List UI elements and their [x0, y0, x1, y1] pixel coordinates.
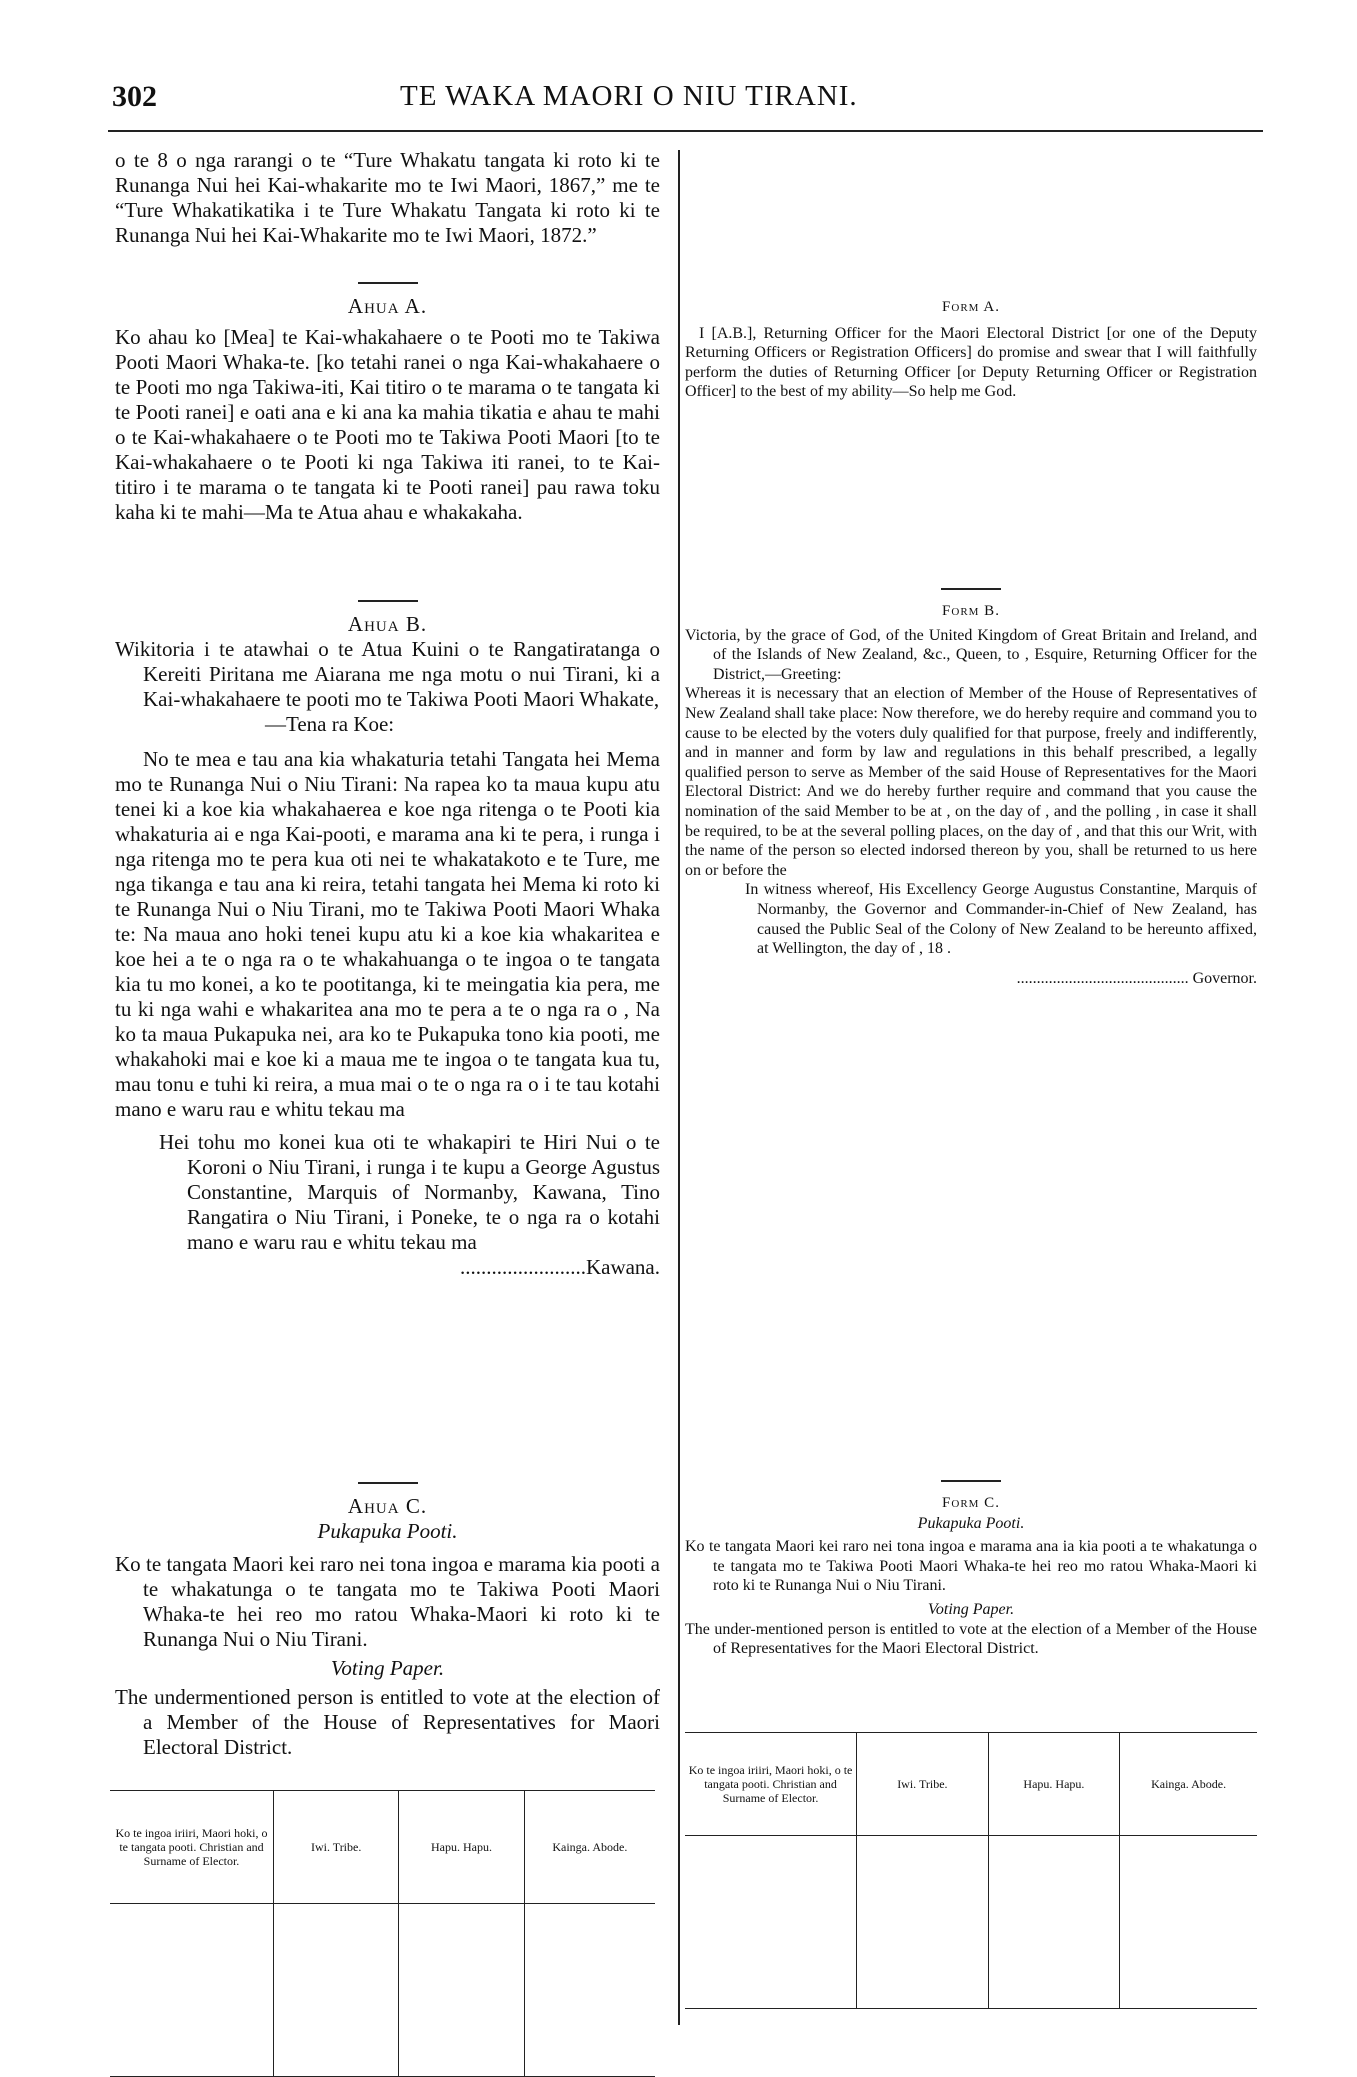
- form-b-para1: Victoria, by the grace of God, of the United Kingdom of Great Britain and Ireland, and of the Islands of New Zealand, &c., Queen, to , Esquire, Returning Officer for the District,—Greeting:: [685, 626, 1257, 683]
- section-rule: [358, 1482, 418, 1484]
- ahua-b-section: [115, 600, 660, 1280]
- form-b-para2: Whereas it is necessary that an election of Member of the House of Representatives of New Zealand shall take place: Now therefore, we do hereby require and command you to cause to be elected by the voters duly qualified for that purpose, freely and indifferently, and in manner and form by law and regulations in this behalf prescribed, a legally qualified person to serve as Member of the said House of Representatives for the Maori Electoral District: And we do hereby further require and command that you cause the nomination of the said Member to be at , on the day of , and the polling , in case it shall be required, to be at the several polling places, on the day of , and that this our Writ, with the name of the person so elected indorsed thereon by you, shall be returned to us here on or before the: [685, 685, 1257, 879]
- form-c-subheading: Pukapuka Pooti.: [917, 1514, 1025, 1532]
- voting-table: [110, 1790, 655, 2077]
- ahua-c-voting-paper-heading: Voting Paper.: [330, 1656, 445, 1680]
- form-b-signature: ........................................... Governor.: [1016, 969, 1257, 987]
- ahua-c-heading: Ahua C.: [347, 1494, 428, 1518]
- col-christian-name: Ko te ingoa iriiri, Maori hoki, o te tangata pooti. Christian and Surname of Elector.: [685, 1733, 857, 1836]
- form-b-section: [685, 588, 1257, 988]
- ahua-c-section: [115, 1482, 660, 1760]
- form-c-english-text: The under-mentioned person is entitled to vote at the election of a Member of the House of Representatives for the Maori Electoral District.: [685, 1620, 1257, 1658]
- col-christian-name: Ko te ingoa iriiri, Maori hoki, o te tangata pooti. Christian and Surname of Elector.: [110, 1791, 274, 1904]
- voting-table: [685, 1732, 1257, 2009]
- right-voting-table: [685, 1732, 1257, 2009]
- col-hapu: Hapu. Hapu.: [988, 1733, 1120, 1836]
- section-rule: [941, 1480, 1001, 1482]
- form-b-heading: Form B.: [942, 603, 1000, 619]
- ahua-b-para1: Wikitoria i te atawhai o te Atua Kuini o te Rangatiratanga o Kereiti Piritana me Aiarana me nga motu o nui Tirani, ki a Kai-whakahaere te pooti mo te Takiwa Pooti Maori Whakate,: [115, 637, 660, 711]
- intro-text: o te 8 o nga rarangi o te “Ture Whakatu tangata ki roto ki te Runanga Nui hei Kai-whakarite mo te Iwi Maori, 1867,” me te “Ture Whakatikatika i te Ture Whakatu Tangata ki roto ki te Runanga Nui hei Kai-Whakarite mo te Iwi Maori, 1872.”: [115, 148, 660, 247]
- header-rule: [108, 130, 1263, 132]
- ahua-c-english-text: The undermentioned person is entitled to vote at the election of a Member of the House of Representatives for Maori Electoral District.: [115, 1685, 660, 1759]
- left-intro: [115, 148, 660, 248]
- table-header-row: [110, 1791, 655, 1904]
- page-number: 302: [112, 80, 157, 113]
- col-tribe: Iwi. Tribe.: [857, 1733, 989, 1836]
- ahua-a-body: Ko ahau ko [Mea] te Kai-whakahaere o te Pooti mo te Takiwa Pooti Maori Whaka-te. [ko tetahi ranei o nga Kai-whakahaere o te Pooti mo nga Takiwa-iti, Kai titiro o te marama o te tangata ki te Pooti ranei] e oati ana e ki ana ka mahia tikatia e ahau te mahi o te Kai-whakahaere o te Pooti mo te Takiwa Pooti Maori [to te Kai-whakahaere o te Pooti ki nga Takiwa iti ranei, to te Kai-titiro i te marama o te tangata ki te Pooti ranei] pau rawa toku kaha ki te mahi—Ma te Atua ahau e whakakaha.: [115, 325, 660, 524]
- column-divider: [678, 150, 680, 2025]
- table-header-row: [685, 1733, 1257, 1836]
- ahua-a-heading: Ahua A.: [347, 294, 428, 318]
- form-c-heading: Form C.: [942, 1495, 1000, 1511]
- table-row: [110, 1904, 655, 2077]
- ahua-b-heading: Ahua B.: [347, 612, 428, 636]
- form-c-maori-text: Ko te tangata Maori kei raro nei tona ingoa e marama ana ia kia pooti a te whakatunga o te tangata mo te Takiwa Pooti Maori Whaka-te hei reo mo ratou Whaka-Maori ki roto ki te Runanga Nui o Niu Tirani.: [685, 1538, 1257, 1595]
- ahua-b-signature: ........................Kawana.: [459, 1255, 660, 1279]
- col-abode: Kainga. Abode.: [1120, 1733, 1257, 1836]
- ahua-b-para2: No te mea e tau ana kia whakaturia tetahi Tangata hei Mema mo te Runanga Nui o Niu Tirani: Na rapea ko ta maua kupu atu tenei ki a koe kia whakahaerea e koe nga ritenga o te Pooti kia whakaturia ai e nga Kai-pooti, e marama ana ki te pera, i runga i nga ritenga mo te pera kua oti nei te whakatakoto e te Ture, me nga tikanga e tau ana ki reira, tetahi tangata hei Mema ki roto ki te Runanga Nui o Niu Tirani, mo te Takiwa Pooti Maori Whaka te: Na maua ano hoki tenei kupu atu ki a koe kia whakaritea e koe hei a te o nga ra o te whakahuanga o te ingoa o te tangata kia tu mo konei, a ko te pootitanga, ki te meingatia kia pera, me tu ki nga wahi e whakaritea ana mo te pera a te o nga ra o , Na ko ta maua Pukapuka nei, ara ko te Pukapuka tono kia pooti, me whakahoki mai e koe ki a maua me te ingoa o te tangata kua tu, mau tonu e tuhi ki reira, a mua mai o te o nga ra o i te tau kotahi mano e waru rau e whitu tekau ma: [115, 747, 660, 1121]
- form-c-voting-paper-heading: Voting Paper.: [927, 1600, 1015, 1618]
- ahua-c-maori-text: Ko te tangata Maori kei raro nei tona ingoa e marama kia pooti a te whakatunga o te tangata mo te Takiwa Pooti Maori Whaka-te hei reo mo ratou Whaka-Maori ki roto ki te Runanga Nui o Niu Tirani.: [115, 1552, 660, 1651]
- form-a-section: [685, 298, 1257, 402]
- section-rule: [941, 588, 1001, 590]
- form-c-section: [685, 1480, 1257, 1659]
- section-rule: [358, 600, 418, 602]
- col-abode: Kainga. Abode.: [524, 1791, 655, 1904]
- ahua-b-para3: Hei tohu mo konei kua oti te whakapiri te Hiri Nui o te Koroni o Niu Tirani, i runga i te kupu a George Agustus Constantine, Marquis of Normanby, Kawana, Tino Rangatira o Niu Tirani, i Poneke, te o nga ra o kotahi mano e waru rau e whitu tekau ma: [159, 1130, 660, 1254]
- col-tribe: Iwi. Tribe.: [274, 1791, 399, 1904]
- left-voting-table: [110, 1790, 655, 2077]
- col-hapu: Hapu. Hapu.: [399, 1791, 524, 1904]
- running-head: TE WAKA MAORI O NIU TIRANI.: [400, 80, 858, 112]
- form-a-body: I [A.B.], Returning Officer for the Maori Electoral District [or one of the Deputy Returning Officers or Registration Officers] do promise and swear that I will faithfully perform the duties of Returning Officer [or Deputy Returning Officer or Registration Officer] to the best of my ability—So help me God.: [685, 324, 1257, 401]
- section-rule: [358, 282, 418, 284]
- ahua-a-section: [115, 282, 660, 525]
- form-a-heading: Form A.: [942, 299, 1000, 315]
- form-b-para3: In witness whereof, His Excellency George Augustus Constantine, Marquis of Normanby, the Governor and Commander-in-Chief of New Zealand, has caused the Public Seal of the Colony of New Zealand to be hereunto affixed, at Wellington, the day of , 18 .: [745, 881, 1257, 958]
- ahua-c-subheading: Pukapuka Pooti.: [317, 1519, 458, 1543]
- ahua-b-greeting: —Tena ra Koe:: [265, 712, 395, 736]
- table-row: [685, 1836, 1257, 2009]
